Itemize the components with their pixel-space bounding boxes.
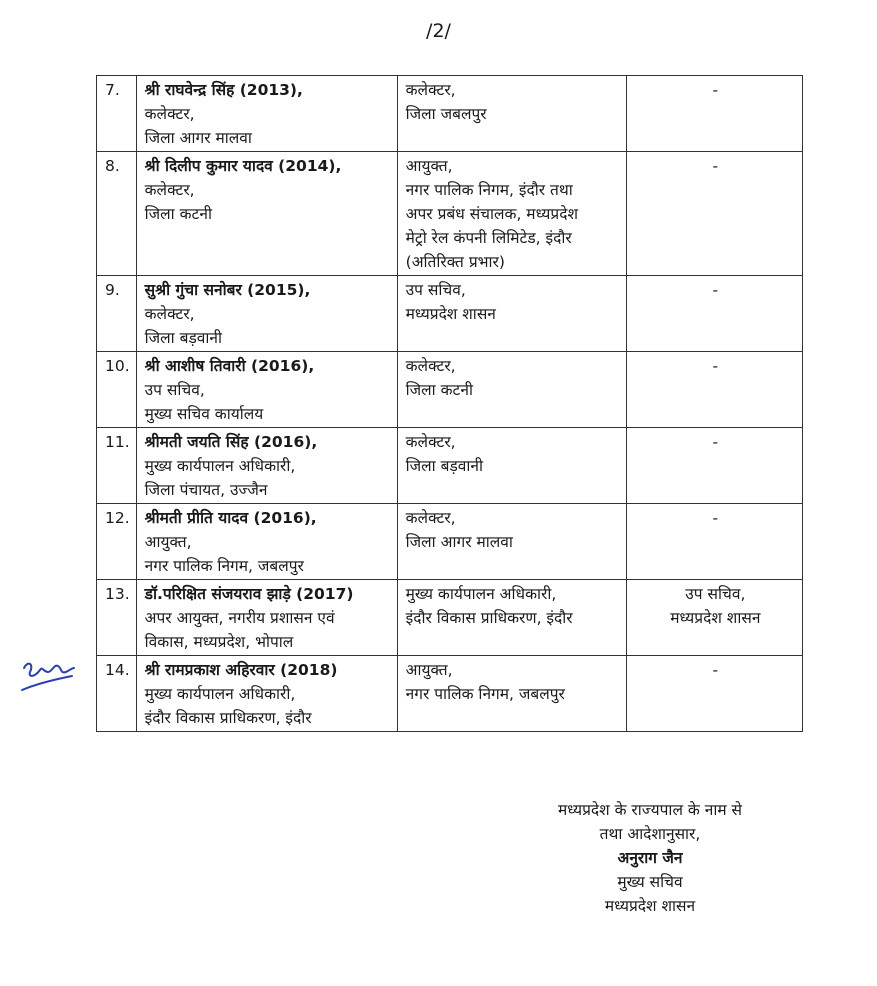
additional-charge-cell: - (626, 656, 802, 732)
new-posting-cell (397, 580, 626, 656)
current-posting-line: जिला पंचायत, उज्जैन (144, 481, 268, 499)
new-posting-line: आयुक्त, (405, 157, 453, 175)
page-number: /2/ (426, 20, 451, 42)
current-posting-line: कलेक्टर, (144, 105, 195, 123)
table-row (97, 428, 803, 504)
signer-designation: मुख्य सचिव (617, 873, 683, 891)
signer-name: अनुराग जैन (617, 849, 683, 867)
handwritten-initials-mark (18, 650, 78, 704)
new-posting-cell (397, 504, 626, 580)
transfer-table-body (97, 76, 803, 732)
table-row (97, 656, 803, 732)
new-posting-line: मुख्य कार्यपालन अधिकारी, (405, 585, 557, 603)
officer-name: श्री रामप्रकाश अहिरवार (2018) (144, 661, 338, 679)
new-posting-line: उप सचिव, (405, 281, 466, 299)
signer-department: मध्यप्रदेश शासन (604, 897, 696, 915)
serial-number-cell: 13. (97, 580, 137, 656)
signature-block (530, 798, 770, 918)
serial-number-cell: 8. (97, 152, 137, 276)
new-posting-line: कलेक्टर, (405, 357, 456, 375)
current-posting-line: जिला बड़वानी (144, 329, 223, 347)
new-posting-line: कलेक्टर, (405, 433, 456, 451)
current-posting-line: जिला आगर मालवा (144, 129, 252, 147)
officer-name: श्रीमती जयति सिंह (2016), (144, 433, 318, 451)
new-posting-line: जिला आगर मालवा (405, 533, 513, 551)
table-row (97, 352, 803, 428)
officer-name: डॉ.परिक्षित संजयराव झाड़े (2017) (144, 585, 354, 603)
current-posting-line: विकास, मध्यप्रदेश, भोपाल (144, 633, 294, 651)
transfer-table (96, 75, 803, 732)
new-posting-line: आयुक्त, (405, 661, 453, 679)
serial-number-cell: 11. (97, 428, 137, 504)
officer-cell (136, 504, 397, 580)
additional-charge-cell: - (626, 428, 802, 504)
serial-number-cell: 14. (97, 656, 137, 732)
new-posting-line: मेट्रो रेल कंपनी लिमिटेड, इंदौर (405, 229, 572, 247)
new-posting-cell (397, 276, 626, 352)
serial-number-cell: 9. (97, 276, 137, 352)
new-posting-line: कलेक्टर, (405, 509, 456, 527)
new-posting-line: इंदौर विकास प्राधिकरण, इंदौर (405, 609, 573, 627)
table-row (97, 76, 803, 152)
additional-charge-cell: - (626, 504, 802, 580)
new-posting-cell (397, 152, 626, 276)
officer-cell (136, 352, 397, 428)
new-posting-line: नगर पालिक निगम, इंदौर तथा (405, 181, 573, 199)
officer-cell (136, 76, 397, 152)
new-posting-line: कलेक्टर, (405, 81, 456, 99)
table-row (97, 504, 803, 580)
additional-charge-cell: उप सचिव, मध्यप्रदेश शासन (626, 580, 802, 656)
serial-number-cell: 10. (97, 352, 137, 428)
officer-name: श्रीमती प्रीति यादव (2016), (144, 509, 317, 527)
serial-number-cell: 7. (97, 76, 137, 152)
table-row (97, 152, 803, 276)
order-line-1: मध्यप्रदेश के राज्यपाल के नाम से (557, 801, 743, 819)
current-posting-line: मुख्य कार्यपालन अधिकारी, (144, 457, 296, 475)
table-row (97, 276, 803, 352)
officer-name: श्री आशीष तिवारी (2016), (144, 357, 315, 375)
officer-cell (136, 276, 397, 352)
additional-charge-cell: - (626, 352, 802, 428)
new-posting-line: (अतिरिक्त प्रभार) (405, 253, 505, 271)
current-posting-line: मुख्य कार्यपालन अधिकारी, (144, 685, 296, 703)
officer-cell (136, 152, 397, 276)
current-posting-line: जिला कटनी (144, 205, 212, 223)
table-row (97, 580, 803, 656)
new-posting-cell (397, 352, 626, 428)
current-posting-line: नगर पालिक निगम, जबलपुर (144, 557, 304, 575)
additional-charge-cell: - (626, 276, 802, 352)
officer-cell (136, 656, 397, 732)
new-posting-cell (397, 76, 626, 152)
new-posting-line: जिला बड़वानी (405, 457, 484, 475)
order-line-2: तथा आदेशानुसार, (599, 825, 701, 843)
current-posting-line: मुख्य सचिव कार्यालय (144, 405, 264, 423)
new-posting-cell (397, 428, 626, 504)
page-bottom-cut (0, 930, 877, 986)
current-posting-line: उप सचिव, (144, 381, 205, 399)
new-posting-cell (397, 656, 626, 732)
new-posting-line: अपर प्रबंध संचालक, मध्यप्रदेश (405, 205, 578, 223)
current-posting-line: कलेक्टर, (144, 181, 195, 199)
additional-charge-cell: - (626, 76, 802, 152)
new-posting-line: मध्यप्रदेश शासन (405, 305, 496, 323)
current-posting-line: इंदौर विकास प्राधिकरण, इंदौर (144, 709, 312, 727)
current-posting-line: आयुक्त, (144, 533, 192, 551)
new-posting-line: जिला जबलपुर (405, 105, 487, 123)
current-posting-line: अपर आयुक्त, नगरीय प्रशासन एवं (144, 609, 335, 627)
officer-name: सुश्री गुंचा सनोबर (2015), (144, 281, 311, 299)
officer-cell (136, 580, 397, 656)
officer-name: श्री राघवेन्द्र सिंह (2013), (144, 81, 303, 99)
serial-number-cell: 12. (97, 504, 137, 580)
new-posting-line: नगर पालिक निगम, जबलपुर (405, 685, 565, 703)
officer-name: श्री दिलीप कुमार यादव (2014), (144, 157, 342, 175)
current-posting-line: कलेक्टर, (144, 305, 195, 323)
new-posting-line: जिला कटनी (405, 381, 473, 399)
officer-cell (136, 428, 397, 504)
additional-charge-cell: - (626, 152, 802, 276)
